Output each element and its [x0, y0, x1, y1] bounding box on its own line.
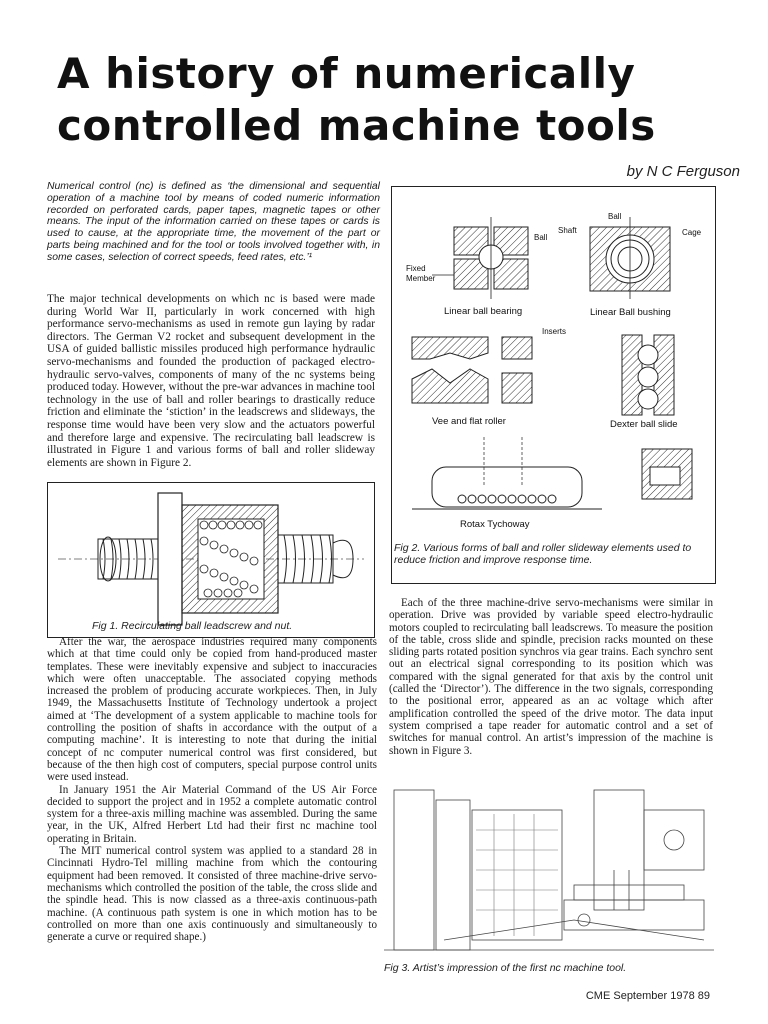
body-column-1-bottom	[47, 636, 377, 943]
title-line-2: controlled machine tools	[57, 101, 656, 150]
paragraph: Each of the three machine-drive servo-mechanisms were similar in operation. Drive was provided by variable speed electro-hydraulic motors coupled to recirculating ball leadscrews. To measure the position of the table, cross slide and spindle, precision racks mounted on these sliding parts rotated position synchros via gear trains. Each synchro sent out an electrical signal corresponding to its position which was compared with the signal generated for that axis by the control unit (called the ‘Director’). The difference in the two signals, corresponding to the positional error, appeared as an ac voltage which after amplification controlled the speed of the drive motor. The data input system comprised a tape reader for automatic control and a set of switches for manual control. An artist’s impression of the machine is shown in Figure 3.	[389, 597, 713, 757]
label-inserts: Inserts	[542, 327, 567, 336]
label-ball: Ball	[534, 233, 548, 242]
label-rotax-tychoway: Rotax Tychoway	[460, 519, 530, 530]
figure-3-illustration	[384, 770, 714, 960]
label-vee-flat-roller: Vee and flat roller	[432, 416, 506, 427]
figure-3-caption: Fig 3. Artist’s impression of the first nc machine tool.	[384, 962, 627, 974]
title-line-1: A history of numerically	[57, 49, 636, 98]
first-nc-machine-sketch	[384, 770, 714, 960]
page-footer: CME September 1978 89	[585, 990, 710, 1002]
linear-ball-bearing-diagram	[454, 217, 528, 299]
body-column-2	[389, 597, 713, 757]
figure-2-frame	[391, 186, 716, 584]
figure-2-caption: Fig 2. Various forms of ball and roller slideway elements used to reduce friction and improve response time.	[394, 542, 692, 566]
paragraph: The major technical developments on which nc is based were made during World War II, particularly in work concerned with high performance servo-mechanisms as used in remote gun laying by radar directors. The German V2 rocket and subsequent development in the USA of guided ballistic missiles produced high performance hydraulic servo-mechanisms and founded the production of packaged electro-hydraulic servo-valves, components of many of the nc systems being produced today. However, without the pre-war advances in machine tool technology in the use of ball and roller bearings to drastically reduce friction and eliminate the ‘stiction’ in the leadscrews and slideways, the response time would have been very slow and the actuators powerful and therefore large and expensive. The recirculating ball leadscrew is illustrated in Figure 1 and various forms of ball and roller slideway elements are shown in Figure 2.	[47, 293, 375, 469]
label-ball-2: Ball	[608, 212, 622, 221]
figure-1-frame	[47, 482, 375, 638]
label-member: Member	[406, 274, 436, 283]
vee-flat-roller-diagram	[412, 337, 532, 403]
byline: by N C Ferguson	[626, 163, 740, 180]
label-cage: Cage	[682, 228, 702, 237]
label-linear-ball-bushing: Linear Ball bushing	[590, 307, 671, 318]
label-shaft: Shaft	[558, 226, 577, 235]
body-column-1-top	[47, 293, 375, 469]
intro-paragraph: Numerical control (nc) is defined as ‘the dimensional and sequential operation of a machine tool by means of coded numeric information recorded on perforated cards, paper tapes, magnetic tapes or other means. The input of the information carried on these tapes or cards is used to cause, at the appropriate time, the movement of the part or parts being machined and for the tool or tools involved together with, in some cases, selection of correct speeds, feed rates, etc.’¹	[47, 181, 380, 263]
paragraph: The MIT numerical control system was applied to a standard 28 in Cincinnati Hydro-Tel milling machine from which the contouring equipment had been removed. It consisted of three machine-drive servo-mechanisms which controlled the position of the table, the cross slide and the spindle head. This is now classed as a three-axis continuous-path machine. (A continuous path system is one in which motion has to be controlled on more than one axis continuously and simultaneously to generate a curve or required shape.)	[47, 845, 377, 944]
figure-1-caption: Fig 1. Recirculating ball leadscrew and nut.	[92, 620, 293, 632]
paragraph: After the war, the aerospace industries required many components which at that time could only be copied from hand-produced master templates. These were inevitably expensive and subject to inaccuracies which were often unacceptable. The associated copying methods increased the problem of producing accurate workpieces. Then, in July 1949, the Massachusetts Institute of Technology undertook a project aimed at ‘The development of a system applicable to machine tools for controlling the position of shafts in accordance with the output of a computing machine’. It is interesting to note that during the initial concept of nc computer numerical control was first considered, but because of the then high cost of computers, special purpose control units were used instead.	[47, 636, 377, 784]
leadscrew-illustration	[48, 483, 374, 637]
label-dexter-ball-slide: Dexter ball slide	[610, 419, 678, 430]
label-linear-ball-bearing: Linear ball bearing	[444, 306, 523, 317]
dexter-ball-slide-diagram	[622, 335, 674, 415]
slideway-elements-illustration	[392, 187, 715, 537]
paragraph: In January 1951 the Air Material Command of the US Air Force decided to support the project and in 1952 a complete automatic control system for a three-axis milling machine was assembled. During the same year, in the UK, Alfred Herbert Ltd had their first nc machine tool operating in Britain.	[47, 783, 377, 845]
article-title	[57, 48, 737, 152]
rotax-tychoway-diagram	[412, 437, 692, 509]
label-fixed: Fixed	[406, 264, 426, 273]
linear-ball-bushing-diagram	[590, 217, 670, 299]
